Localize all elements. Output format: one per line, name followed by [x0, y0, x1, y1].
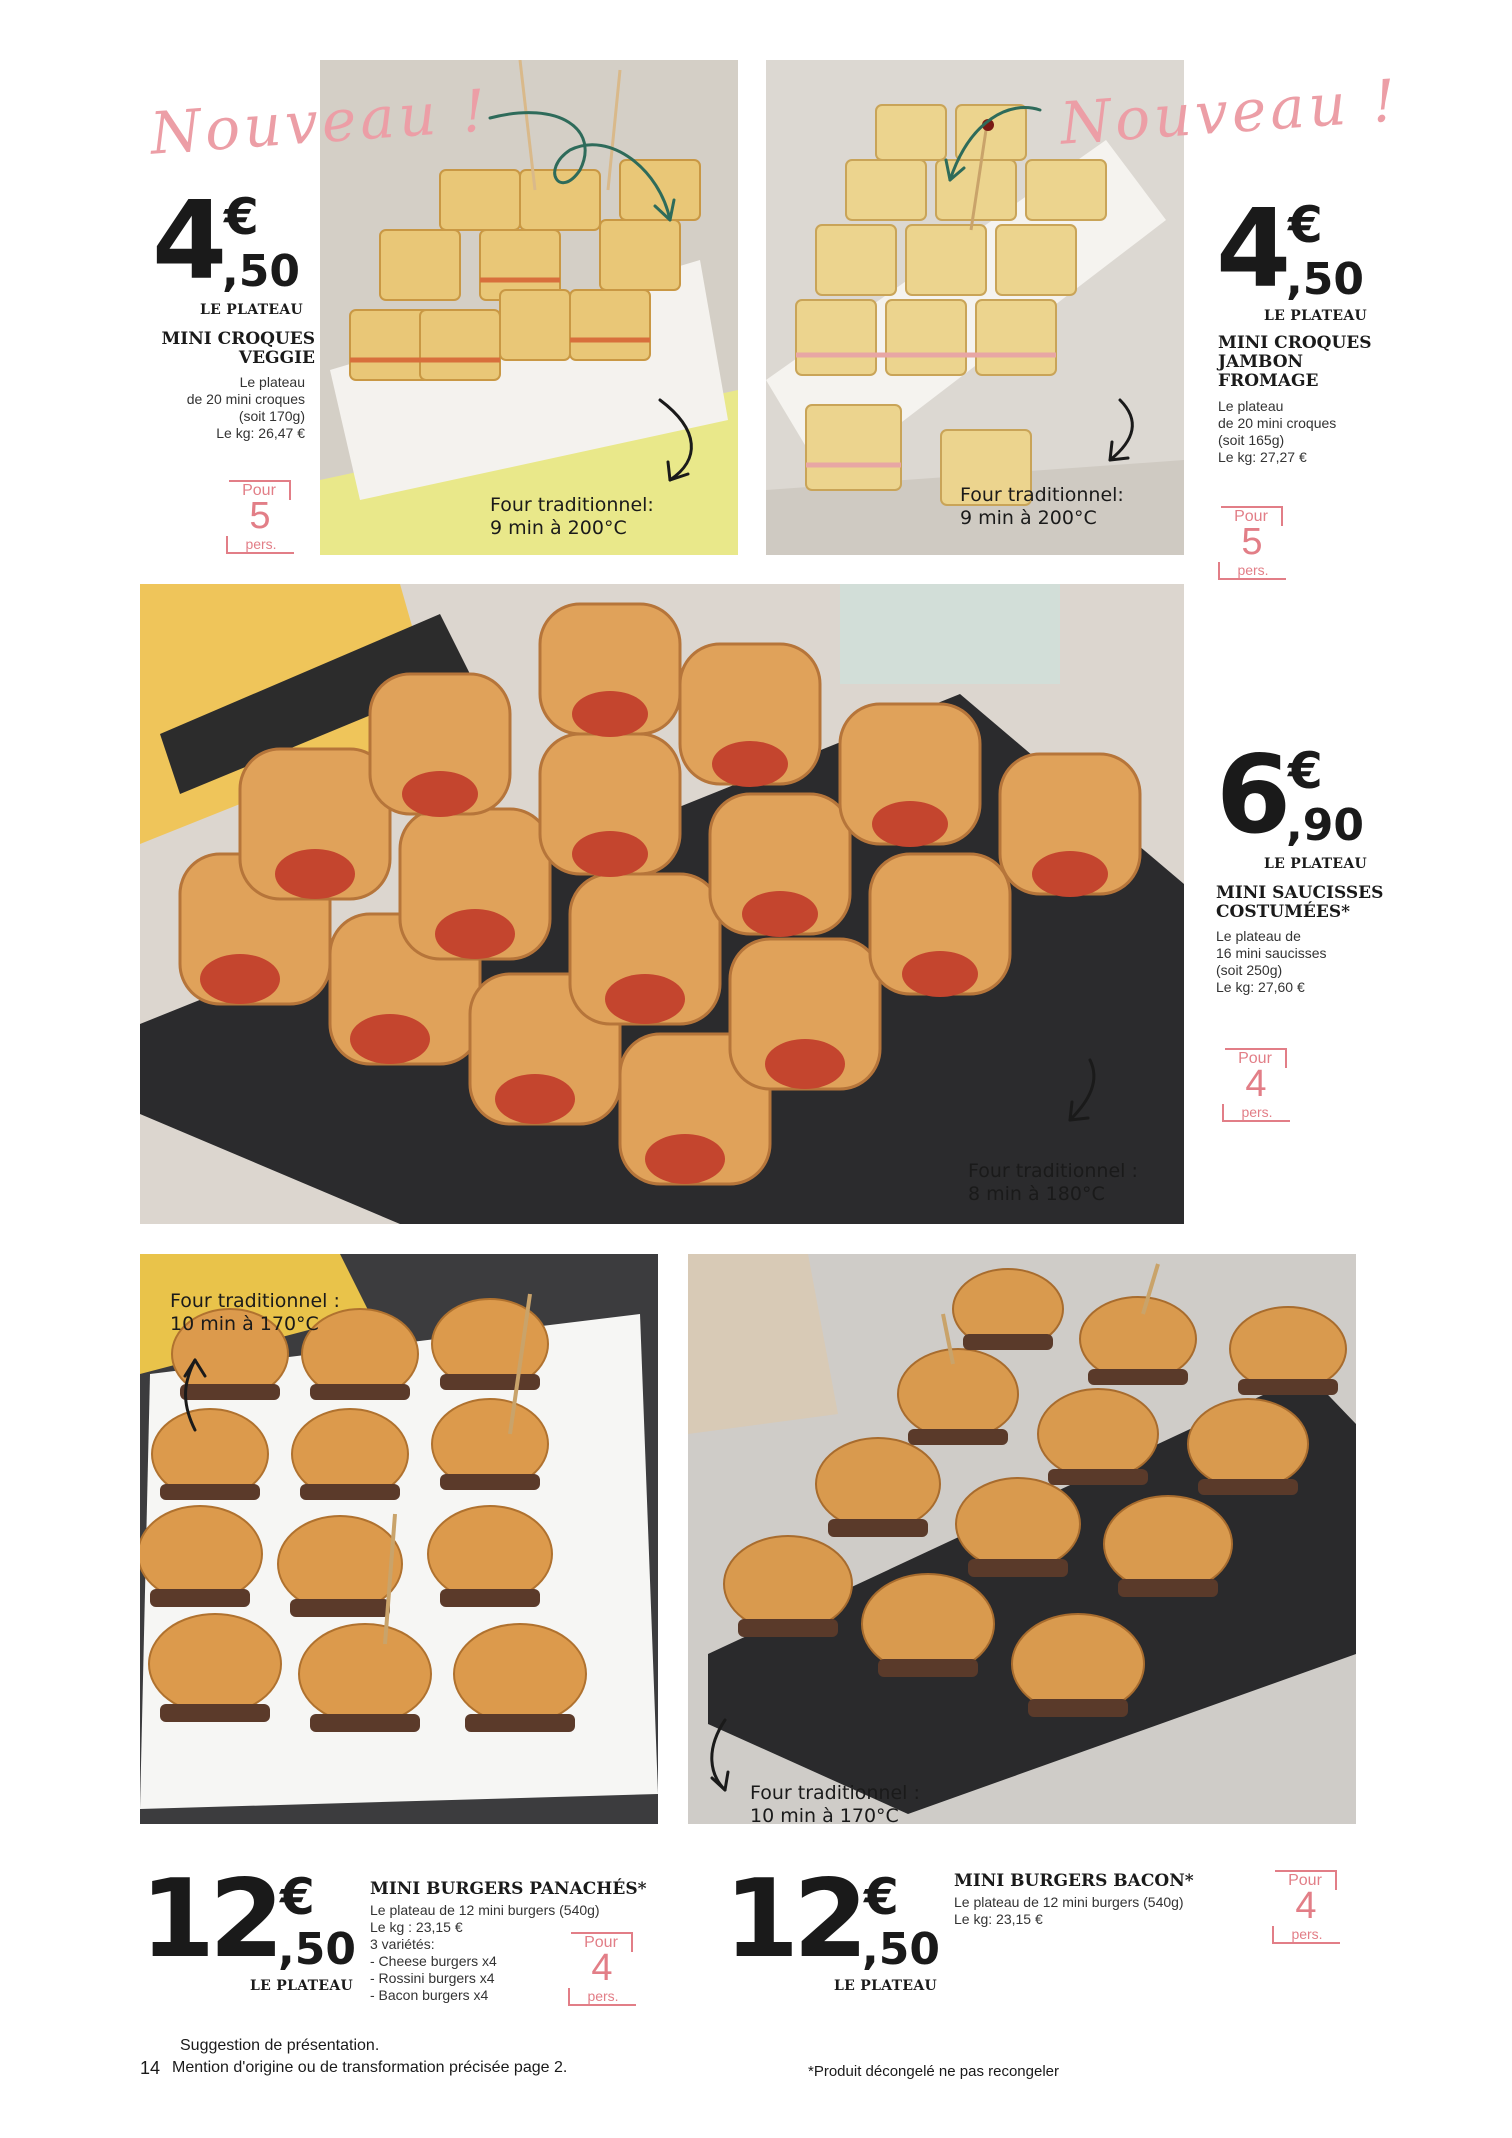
- pour-badge-burgers-bacon: Pour 4 pers.: [1266, 1870, 1346, 1944]
- price-integer: 6: [1216, 733, 1286, 858]
- euro-sign: €: [224, 188, 259, 246]
- price-croques-jambon: [1216, 187, 1376, 336]
- price-unit: LE PLATEAU: [1264, 308, 1368, 324]
- price-integer: 4: [152, 179, 222, 304]
- pour-badge-croques-veggie: Pour 5 pers.: [220, 480, 300, 554]
- price-cents: ,90: [1286, 800, 1364, 851]
- page-number: 14: [140, 2058, 161, 2078]
- footer-suggestion: Suggestion de présentation.: [180, 2037, 380, 2054]
- price-croques-veggie: [152, 179, 312, 328]
- euro-sign: €: [1288, 196, 1323, 254]
- price-cents: ,50: [278, 1924, 356, 1975]
- euro-sign: €: [280, 1868, 315, 1926]
- price-burgers-bacon: [724, 1857, 954, 2006]
- footer-mention: Mention d'origine ou de transformation précisée page 2.: [172, 2059, 568, 2076]
- burgers-bacon-photo: [688, 1254, 1356, 1824]
- euro-sign: €: [864, 1868, 899, 1926]
- product-desc-burgers-bacon: Le plateau de 12 mini burgers (540g) Le kg: 23,15 €: [954, 1894, 1184, 1927]
- cooking-croques-veggie: Four traditionnel: 9 min à 200°C: [490, 494, 654, 539]
- nouveau-badge-veggie: Nouveau !: [148, 76, 492, 168]
- euro-sign: €: [1288, 742, 1323, 800]
- product-name-croques-jambon: MINI CROQUES JAMBON FROMAGE: [1218, 333, 1372, 391]
- price-integer: 12: [724, 1857, 863, 1982]
- product-name-saucisses: MINI SAUCISSES COSTUMÉES*: [1216, 883, 1384, 922]
- pour-badge-croques-jambon: Pour 5 pers.: [1212, 506, 1292, 580]
- product-name-croques-veggie: MINI CROQUES VEGGIE: [161, 329, 315, 368]
- cooking-croques-jambon: Four traditionnel: 9 min à 200°C: [960, 484, 1124, 529]
- cooking-burgers-panaches: Four traditionnel : 10 min à 170°C: [170, 1290, 340, 1335]
- burgers-panaches-photo: [140, 1254, 658, 1824]
- product-desc-croques-veggie: Le plateau de 20 mini croques (soit 170g) Le kg: 26,47 €: [186, 374, 305, 441]
- price-cents: ,50: [222, 246, 300, 297]
- nouveau-badge-jambon: Nouveau !: [1058, 66, 1402, 158]
- pour-badge-burgers-panaches: Pour 4 pers.: [562, 1932, 642, 2006]
- pour-badge-saucisses: Pour 4 pers.: [1216, 1048, 1296, 1122]
- price-unit: LE PLATEAU: [250, 1978, 354, 1994]
- product-name-burgers-panaches: MINI BURGERS PANACHÉS*: [370, 1879, 647, 1899]
- price-burgers-panaches: [140, 1857, 370, 2006]
- cooking-saucisses: Four traditionnel : 8 min à 180°C: [968, 1160, 1138, 1205]
- price-integer: 4: [1216, 187, 1286, 312]
- saucisses-photo: [140, 584, 1184, 1224]
- cooking-burgers-bacon: Four traditionnel : 10 min à 170°C: [750, 1782, 920, 1827]
- price-cents: ,50: [862, 1924, 940, 1975]
- price-cents: ,50: [1286, 254, 1364, 305]
- price-unit: LE PLATEAU: [834, 1978, 938, 1994]
- price-unit: LE PLATEAU: [1264, 856, 1368, 872]
- footer-note: *Produit décongelé ne pas recongeler: [808, 2063, 1060, 2080]
- price-saucisses: [1216, 733, 1376, 882]
- product-desc-burgers-panaches: Le plateau de 12 mini burgers (540g) Le kg : 23,15 € 3 variétés: - Cheese burgers x4 - Rossini burgers x4 - Bacon burgers x4: [370, 1902, 600, 2003]
- price-integer: 12: [140, 1857, 279, 1982]
- price-unit: LE PLATEAU: [200, 302, 304, 318]
- product-name-burgers-bacon: MINI BURGERS BACON*: [954, 1871, 1194, 1891]
- product-desc-croques-jambon: Le plateau de 20 mini croques (soit 165g) Le kg: 27,27 €: [1218, 398, 1337, 465]
- product-desc-saucisses: Le plateau de 16 mini saucisses (soit 250g) Le kg: 27,60 €: [1216, 928, 1327, 995]
